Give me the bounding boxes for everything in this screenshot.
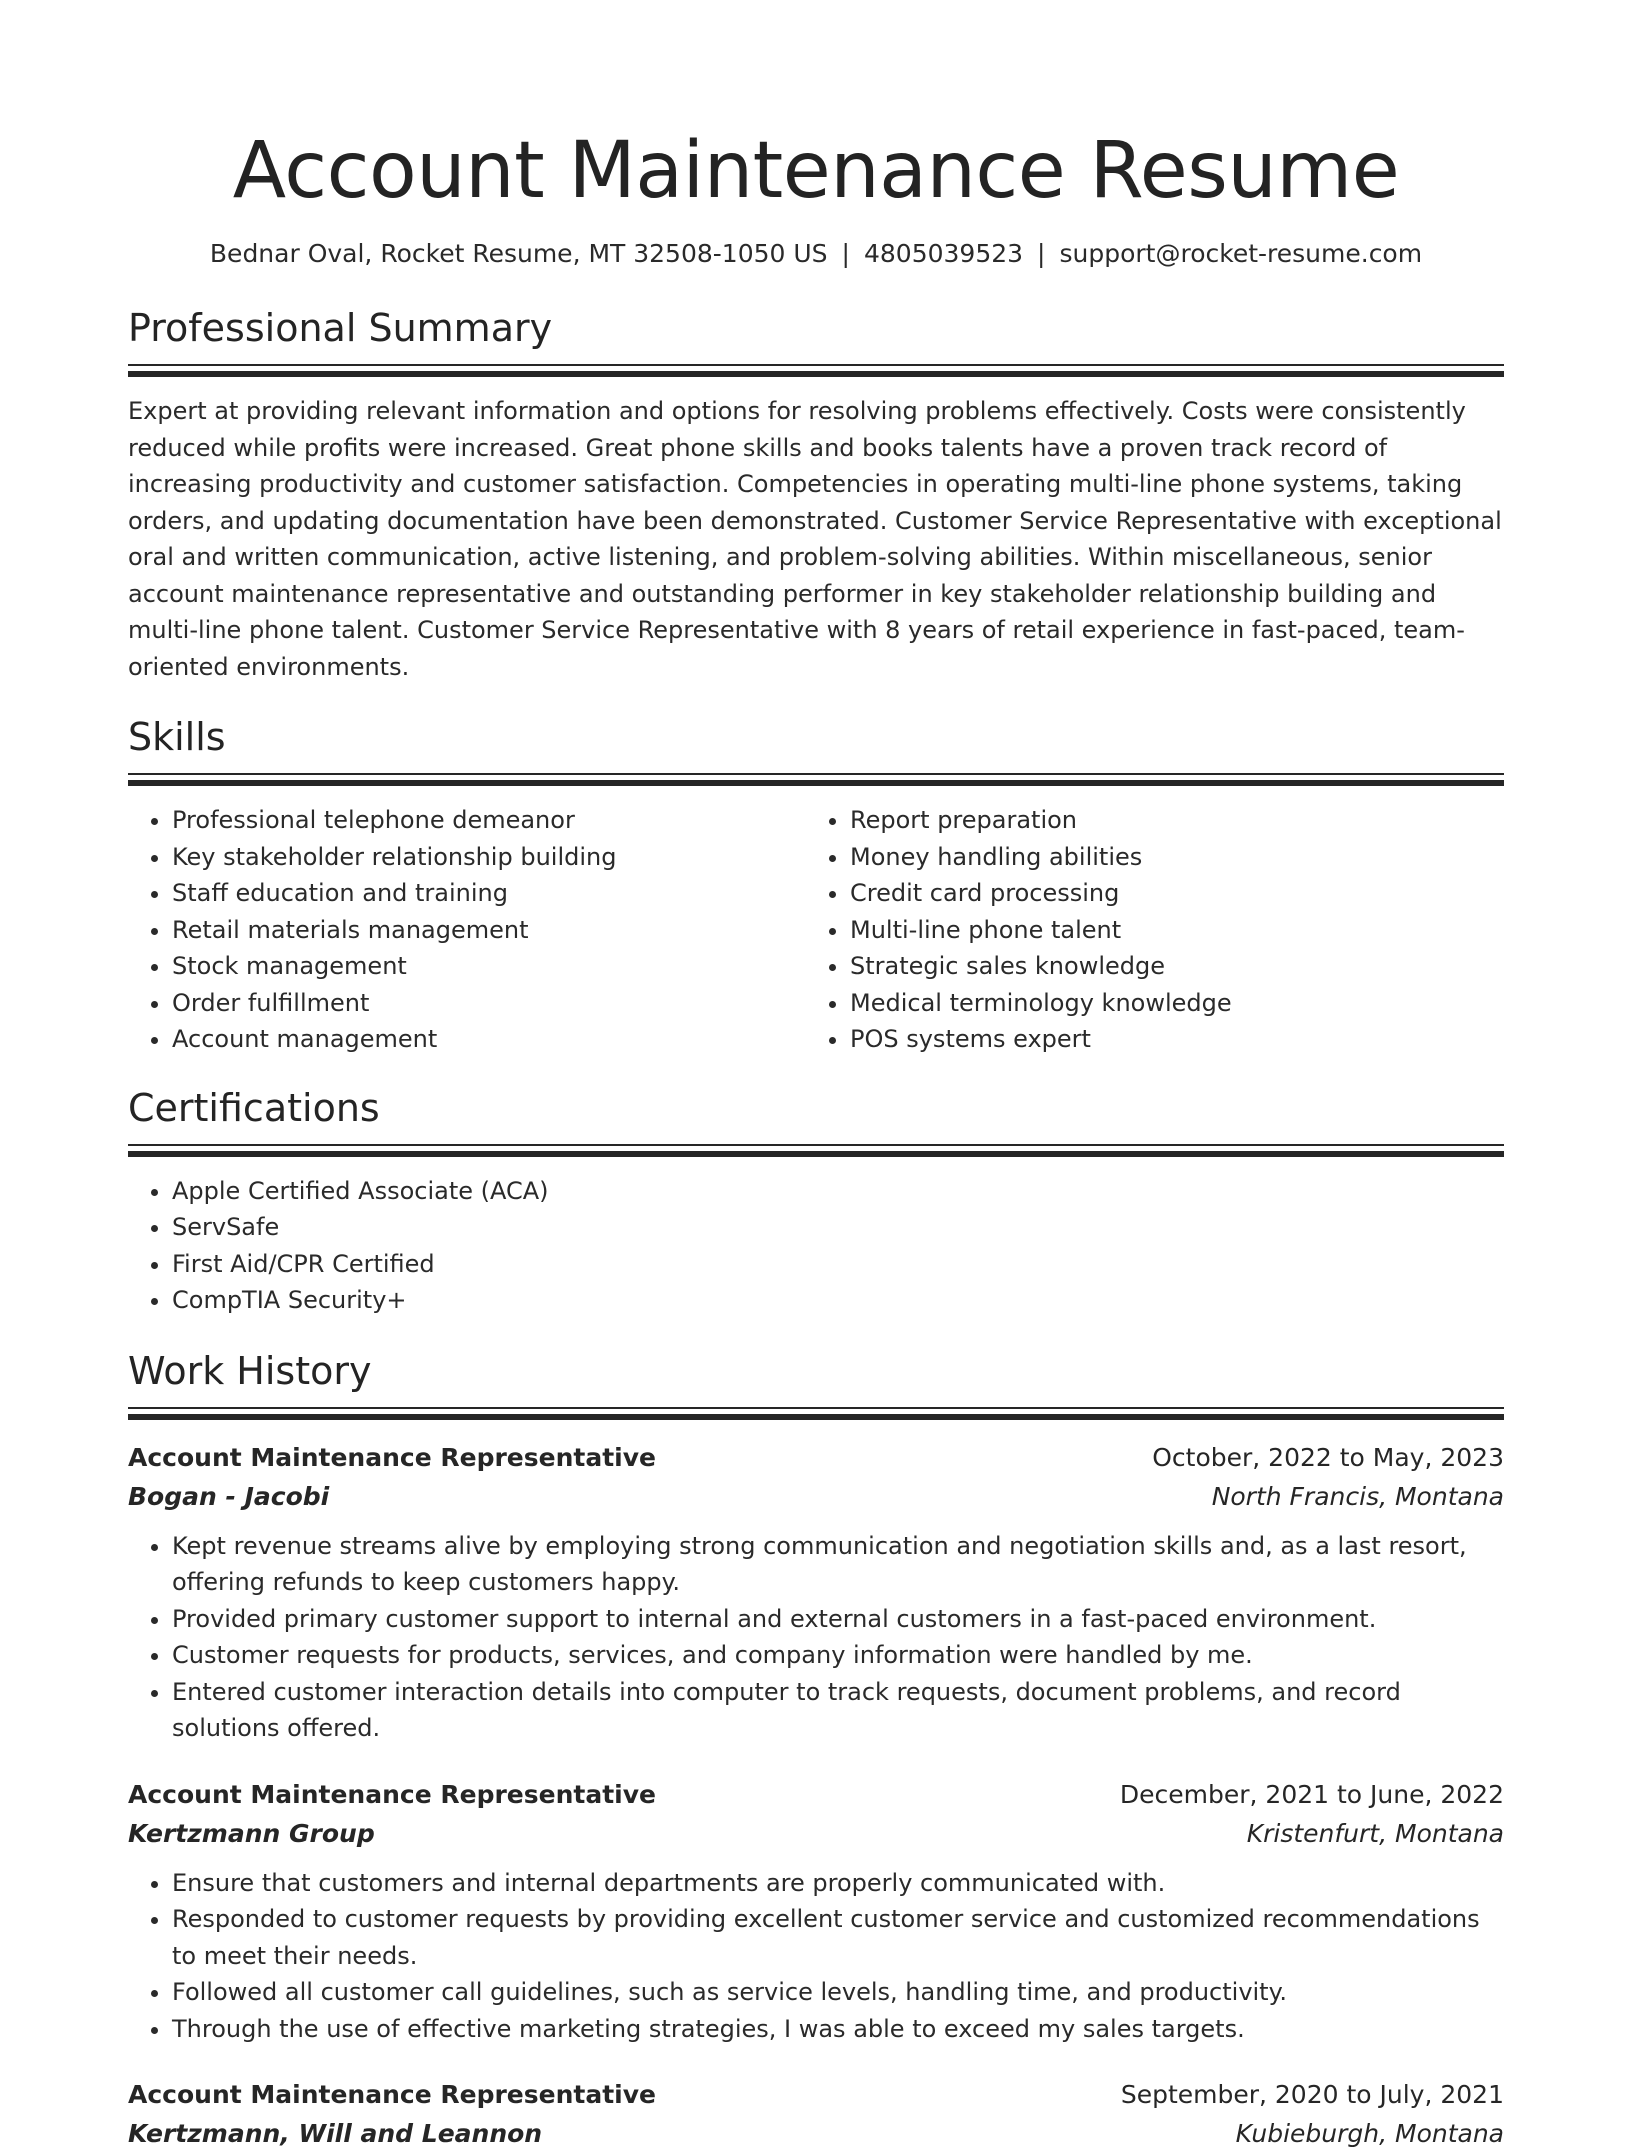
job-bullets <box>128 1865 1504 2048</box>
job-bullet: • Ensure that customers and internal departments are properly communicated with. <box>172 1865 1504 1902</box>
section-divider-thick <box>128 1151 1504 1157</box>
skill-item: • Medical terminology knowledge <box>850 985 1484 1022</box>
section-divider-thick <box>128 780 1504 786</box>
contact-separator: | <box>828 239 864 268</box>
skills-list-right <box>806 802 1484 1058</box>
skill-item: • Key stakeholder relationship building <box>172 839 806 876</box>
skill-item: • Stock management <box>172 948 806 985</box>
resume-title: Account Maintenance Resume <box>128 118 1504 224</box>
job-entry <box>128 1775 1504 2048</box>
job-bullets <box>128 1528 1504 1747</box>
job-company: Kertzmann Group <box>128 1815 375 1853</box>
job-dates: September, 2020 to July, 2021 <box>1121 2075 1504 2115</box>
skill-item: • Money handling abilities <box>850 839 1484 876</box>
job-bullet: • Responded to customer requests by providing excellent customer service and customized recommendations to meet their needs. <box>172 1901 1504 1974</box>
job-company-row <box>128 2115 1504 2153</box>
job-bullet: • Customer requests for products, services, and company information were handled by me. <box>172 1637 1504 1674</box>
certification-item: • First Aid/CPR Certified <box>172 1246 1504 1283</box>
contact-address: Bednar Oval, Rocket Resume, MT 32508-1050 US <box>210 239 828 268</box>
job-dates: December, 2021 to June, 2022 <box>1120 1775 1504 1815</box>
job-entry <box>128 2075 1504 2153</box>
job-bullet: • Through the use of effective marketing strategies, I was able to exceed my sales targets. <box>172 2011 1504 2048</box>
job-company: Bogan - Jacobi <box>128 1478 329 1516</box>
job-header-row <box>128 1438 1504 1478</box>
job-header-row <box>128 2075 1504 2115</box>
section-divider <box>128 1407 1504 1409</box>
certification-item: • CompTIA Security+ <box>172 1282 1504 1319</box>
job-location: Kubieburgh, Montana <box>1236 2115 1504 2153</box>
skills-list-left <box>128 802 806 1058</box>
section-title-summary: Professional Summary <box>128 302 1504 354</box>
certification-item: • ServSafe <box>172 1209 1504 1246</box>
certifications-section <box>128 1082 1504 1319</box>
section-divider <box>128 773 1504 775</box>
job-company-row <box>128 1815 1504 1853</box>
skill-item: • Strategic sales knowledge <box>850 948 1484 985</box>
skills-column-left <box>128 802 806 1058</box>
skill-item: • Account management <box>172 1021 806 1058</box>
job-bullet: • Entered customer interaction details into computer to track requests, document problems, and record solutions offered. <box>172 1674 1504 1747</box>
job-company-row <box>128 1478 1504 1516</box>
summary-text: Expert at providing relevant information and options for resolving problems effectively. Costs were consistently reduced while profits were increased. Great phone skills and books talents have a proven track record of increasing productivity and customer satisfaction. Competencies in operating multi-line phone systems, taking orders, and updating documentation have been demonstrated. Customer Service Representative with exceptional oral and written communication, active listening, and problem-solving abilities. Within miscellaneous, senior account maintenance representative and outstanding performer in key stakeholder relationship building and multi-line phone talent. Customer Service Representative with 8 years of retail experience in fast-paced, team-oriented environments. <box>128 393 1504 685</box>
job-dates: October, 2022 to May, 2023 <box>1152 1438 1504 1478</box>
section-divider-thick <box>128 1414 1504 1420</box>
contact-line <box>128 236 1504 272</box>
certification-item: • Apple Certified Associate (ACA) <box>172 1173 1504 1210</box>
work-history-section <box>128 1345 1504 2153</box>
resume-page <box>128 0 1504 2153</box>
job-location: North Francis, Montana <box>1212 1478 1504 1516</box>
skills-section <box>128 711 1504 1058</box>
skill-item: • Credit card processing <box>850 875 1484 912</box>
skill-item: • Report preparation <box>850 802 1484 839</box>
summary-section <box>128 302 1504 685</box>
section-divider <box>128 1144 1504 1146</box>
job-entry <box>128 1438 1504 1747</box>
job-title: Account Maintenance Representative <box>128 1438 656 1478</box>
contact-phone: 4805039523 <box>864 239 1023 268</box>
skill-item: • Order fulfillment <box>172 985 806 1022</box>
job-bullet: • Provided primary customer support to internal and external customers in a fast-paced environment. <box>172 1601 1504 1638</box>
skill-item: • POS systems expert <box>850 1021 1484 1058</box>
job-title: Account Maintenance Representative <box>128 1775 656 1815</box>
skill-item: • Professional telephone demeanor <box>172 802 806 839</box>
job-bullet: • Kept revenue streams alive by employing strong communication and negotiation skills and, as a last resort, offering refunds to keep customers happy. <box>172 1528 1504 1601</box>
skill-item: • Retail materials management <box>172 912 806 949</box>
job-location: Kristenfurt, Montana <box>1247 1815 1504 1853</box>
skill-item: • Multi-line phone talent <box>850 912 1484 949</box>
skill-item: • Staff education and training <box>172 875 806 912</box>
job-title: Account Maintenance Representative <box>128 2075 656 2115</box>
section-divider-thick <box>128 371 1504 377</box>
contact-email: support@rocket-resume.com <box>1059 239 1422 268</box>
section-title-skills: Skills <box>128 711 1504 763</box>
skills-column-right <box>806 802 1484 1058</box>
skills-grid <box>128 802 1504 1058</box>
contact-separator: | <box>1023 239 1059 268</box>
section-title-certifications: Certifications <box>128 1082 1504 1134</box>
certifications-list <box>128 1173 1504 1319</box>
section-title-work-history: Work History <box>128 1345 1504 1397</box>
job-company: Kertzmann, Will and Leannon <box>128 2115 542 2153</box>
section-divider <box>128 364 1504 366</box>
job-bullet: • Followed all customer call guidelines, such as service levels, handling time, and productivity. <box>172 1974 1504 2011</box>
job-header-row <box>128 1775 1504 1815</box>
